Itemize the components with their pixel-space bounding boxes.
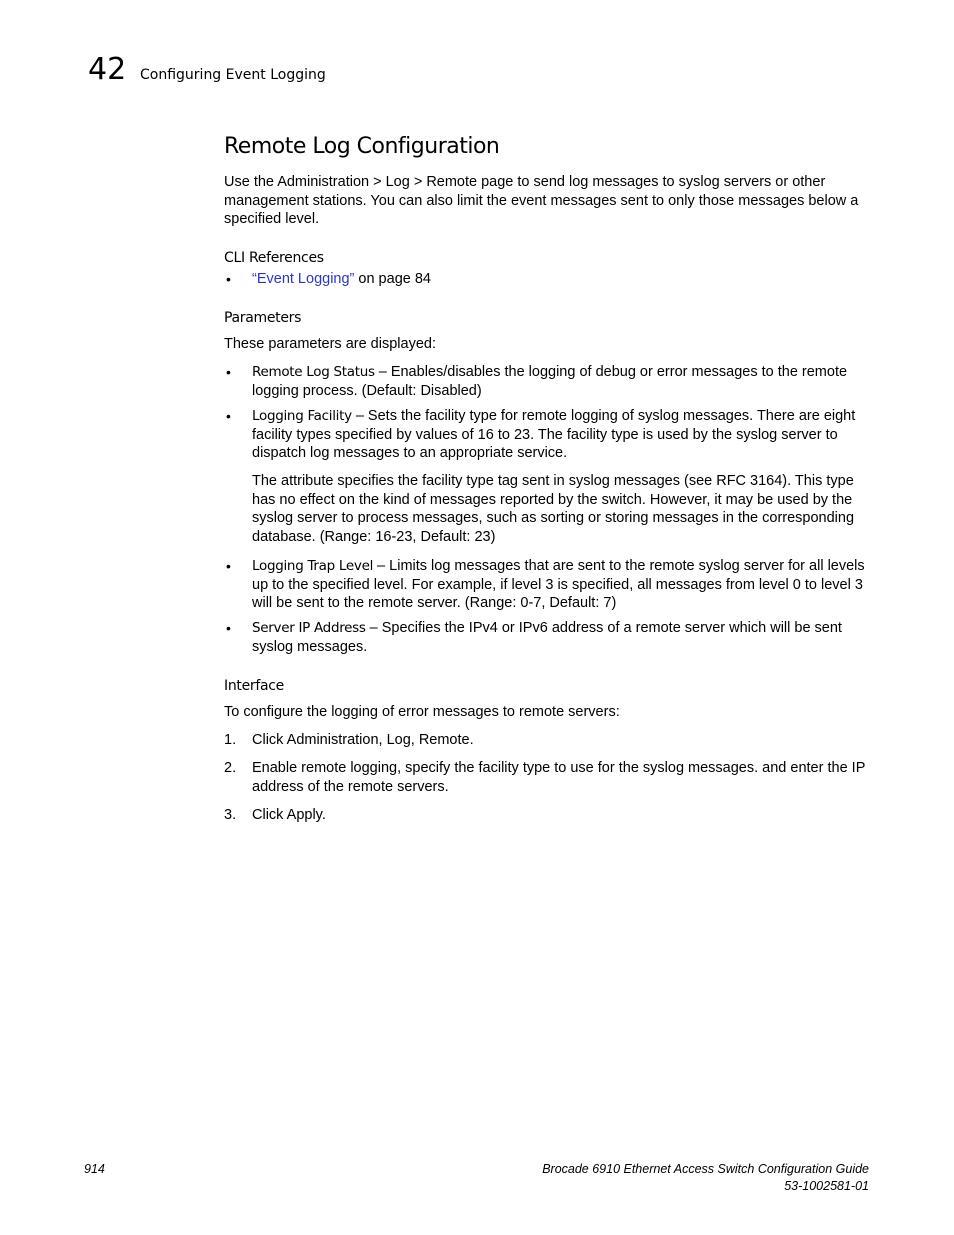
step-number: 1. xyxy=(224,732,237,748)
step-number: 3. xyxy=(224,807,237,823)
parameter-server-ip-address xyxy=(252,619,869,656)
section-intro: Use the Administration > Log > Remote page to send log messages to syslog servers or other management stations. You can also limit the event messages sent to only those messages below a specified level. xyxy=(224,174,859,228)
bullet: • xyxy=(226,408,231,424)
chapter-number: 42 xyxy=(88,52,127,87)
bullet: • xyxy=(226,271,231,287)
parameter-description: – Limits log messages that are sent to the remote syslog server for all levels up to the specified level. For example, if level 3 is specified, all messages from level 0 to level 3 will be sent to the remote server. (Range: 0-7, Default: 7) xyxy=(252,558,865,612)
parameter-logging-facility xyxy=(252,407,869,463)
parameter-term: Logging Trap Level xyxy=(252,558,374,574)
parameter-logging-trap-level xyxy=(252,557,869,613)
interface-intro: To configure the logging of error messages to remote servers: xyxy=(224,704,620,720)
parameter-remote-log-status xyxy=(252,363,869,400)
parameter-description: – Enables/disables the logging of debug or error messages to the remote logging process. (Default: Disabled) xyxy=(252,364,848,399)
footer-book-title: Brocade 6910 Ethernet Access Switch Configuration Guide xyxy=(542,1162,869,1176)
bullet: • xyxy=(226,620,231,636)
cli-reference-item xyxy=(252,270,869,289)
event-logging-link[interactable]: “Event Logging” xyxy=(252,271,355,287)
parameter-description: – Sets the facility type for remote logging of syslog messages. There are eight facility types specified by values of 16 to 23. The facility type is used by the syslog server to dispatch log messages to an appropriate service. xyxy=(252,408,856,462)
cli-references-heading: CLI References xyxy=(224,250,324,266)
parameters-intro: These parameters are displayed: xyxy=(224,336,436,352)
footer-doc-number: 53-1002581-01 xyxy=(784,1179,869,1193)
footer-book-info xyxy=(542,1161,869,1195)
chapter-title: Configuring Event Logging xyxy=(140,67,326,83)
bullet: • xyxy=(226,364,231,380)
interface-heading: Interface xyxy=(224,678,284,694)
parameter-term: Logging Facility xyxy=(252,408,352,424)
bullet: • xyxy=(226,558,231,574)
parameter-description: – Specifies the IPv4 or IPv6 address of a remote server which will be sent syslog messages. xyxy=(252,620,842,655)
parameter-logging-facility-extra: The attribute specifies the facility type tag sent in syslog messages (see RFC 3164). This type has no effect on the kind of messages reported by the switch. However, it may be used by the syslog server to process messages, such as sorting or storing messages in the corresponding database. (Range: 16-23, Default: 23) xyxy=(252,473,855,546)
step-text: Enable remote logging, specify the facility type to use for the syslog messages. and enter the IP address of the remote servers. xyxy=(252,760,866,795)
parameters-heading: Parameters xyxy=(224,310,302,326)
step-text: Click Administration, Log, Remote. xyxy=(252,732,474,748)
step-text: Click Apply. xyxy=(252,807,326,823)
section-title: Remote Log Configuration xyxy=(224,134,500,159)
parameter-term: Server IP Address xyxy=(252,620,366,636)
step-number: 2. xyxy=(224,760,237,776)
footer-page-number: 914 xyxy=(84,1162,105,1176)
page-reference: on page 84 xyxy=(354,271,431,287)
parameter-term: Remote Log Status xyxy=(252,364,375,380)
